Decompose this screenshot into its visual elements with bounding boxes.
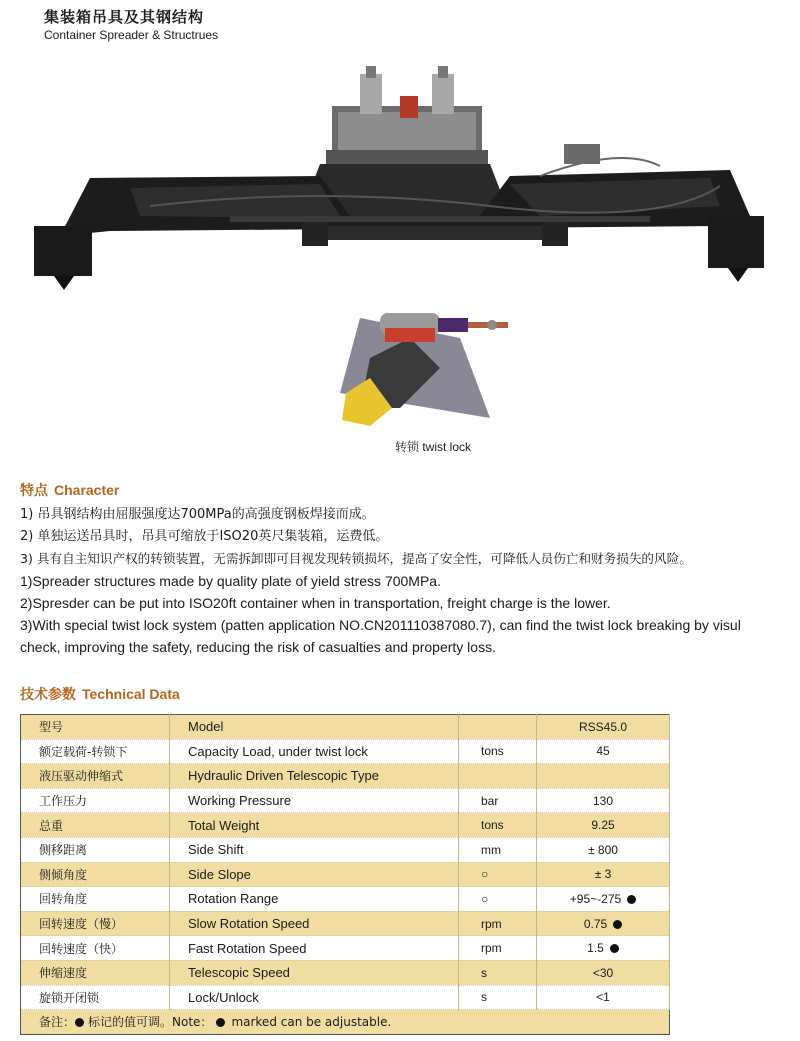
table-row: [21, 960, 670, 985]
cell-cn-text: 侧倾角度: [39, 867, 88, 882]
cell-en-text: Hydraulic Driven Telescopic Type: [188, 768, 379, 784]
cell-en: [170, 936, 459, 961]
cell-cn-text: 工作压力: [39, 794, 88, 809]
cell-cn: [21, 862, 170, 887]
cell-cn: [21, 837, 170, 862]
note-en: marked can be adjustable.: [231, 1015, 392, 1030]
cell-en: [170, 960, 459, 985]
cell-en: [170, 788, 459, 813]
cell-value: [537, 911, 670, 936]
page-title-en: Container Spreader & Structrues: [44, 28, 219, 42]
table-row: [21, 837, 670, 862]
cell-cn-text: 液压驱动伸缩式: [39, 769, 124, 784]
technical-title-cn: 技术参数: [20, 687, 76, 703]
cell-unit: [459, 813, 537, 838]
cell-value: [537, 788, 670, 813]
cell-en: [170, 813, 459, 838]
cell-cn: [21, 985, 170, 1010]
adjustable-dot-icon: [610, 944, 619, 953]
cell-value-text: +95~-275: [569, 891, 622, 906]
character-item-cn-1: 1) 吊具钢结构由屈服强度达700MPa的高强度钢板焊接而成。: [20, 507, 375, 522]
technical-data-table: [20, 714, 670, 1035]
cell-unit: [459, 862, 537, 887]
cell-en-text: Slow Rotation Speed: [188, 916, 310, 932]
cell-unit: [459, 887, 537, 912]
cell-cn-text: 侧移距离: [39, 843, 88, 858]
cell-value: [537, 764, 670, 789]
cell-en-text: Rotation Range: [188, 891, 279, 907]
cell-en-text: Model: [188, 719, 224, 735]
character-title-en: Character: [54, 482, 120, 498]
cell-cn-text: 型号: [39, 720, 64, 735]
cell-unit-text: tons: [481, 818, 504, 833]
cell-value: [537, 739, 670, 764]
table-note: [21, 1010, 670, 1035]
cell-value: [537, 837, 670, 862]
cell-en-text: Working Pressure: [188, 793, 292, 809]
cell-cn-text: 旋锁开闭锁: [39, 990, 100, 1005]
twist-lock-illustration: [330, 298, 530, 428]
cell-en: [170, 837, 459, 862]
cell-cn-text: 回转速度（快）: [39, 941, 124, 956]
cell-unit-text: s: [481, 990, 487, 1005]
cell-unit: [459, 788, 537, 813]
cell-value-text: <1: [596, 990, 610, 1005]
adjustable-dot-icon: [627, 895, 636, 904]
cell-en-text: Lock/Unlock: [188, 989, 259, 1005]
cell-value: [537, 936, 670, 961]
character-item-en-3: 3)With special twist lock system (patten application NO.CN201110387080.7), can find the twist lock breaking by visul check, improving the safety, reducing the risk of casualties and property loss.: [20, 617, 741, 655]
cell-unit: [459, 911, 537, 936]
note-cn-prefix: 备注：: [39, 1015, 76, 1030]
character-title-cn: 特点: [20, 483, 48, 499]
cell-en-text: Side Slope: [188, 866, 251, 882]
cell-unit: [459, 936, 537, 961]
cell-cn: [21, 887, 170, 912]
cell-value-text: ± 3: [594, 867, 612, 882]
table-row: [21, 739, 670, 764]
cell-en: [170, 862, 459, 887]
cell-en-text: Telescopic Speed: [188, 965, 290, 981]
cell-value: [537, 715, 670, 740]
adjustable-dot-icon: [613, 920, 622, 929]
technical-data-table-wrapper: [20, 714, 670, 1035]
adjustable-dot-icon: [75, 1018, 84, 1027]
cell-value-text: <30: [592, 965, 614, 980]
cell-value: [537, 985, 670, 1010]
table-row: [21, 887, 670, 912]
character-item-en-2: 2)Spresder can be put into ISO20ft container when in transportation, freight charge is the lower.: [20, 595, 611, 611]
cell-unit-text: bar: [481, 793, 499, 808]
cell-unit: [459, 960, 537, 985]
cell-cn: [21, 960, 170, 985]
table-note-row: [21, 1010, 670, 1035]
character-item-en-1: 1)Spreader structures made by quality plate of yield stress 700MPa.: [20, 573, 441, 589]
table-row: [21, 715, 670, 740]
cell-cn: [21, 911, 170, 936]
cell-unit-text: rpm: [481, 916, 502, 931]
cell-en: [170, 911, 459, 936]
page-title-cn: 集装箱吊具及其钢结构: [44, 8, 205, 26]
cell-value-text: 0.75: [583, 916, 608, 931]
cell-en-text: Capacity Load, under twist lock: [188, 743, 368, 759]
cell-cn-text: 额定载荷-转锁下: [39, 744, 128, 759]
cell-en: [170, 739, 459, 764]
spreader-illustration: [20, 66, 780, 306]
cell-value-text: 9.25: [591, 818, 615, 833]
cell-cn: [21, 764, 170, 789]
character-list: [20, 504, 790, 658]
adjustable-dot-icon: [216, 1018, 225, 1027]
table-row: [21, 764, 670, 789]
cell-unit-text: ○: [481, 891, 489, 906]
table-row: [21, 936, 670, 961]
note-cn-suffix: 标记的值可调。Note：: [88, 1015, 213, 1030]
cell-en: [170, 764, 459, 789]
cell-unit-text: mm: [481, 842, 501, 857]
table-row: [21, 862, 670, 887]
cell-en: [170, 715, 459, 740]
cell-en: [170, 985, 459, 1010]
cell-cn: [21, 788, 170, 813]
cell-unit: [459, 764, 537, 789]
cell-unit: [459, 985, 537, 1010]
cell-unit-text: rpm: [481, 941, 502, 956]
cell-en-text: Total Weight: [188, 817, 260, 833]
table-row: [21, 788, 670, 813]
cell-cn: [21, 739, 170, 764]
cell-cn-text: 回转速度（慢）: [39, 917, 124, 932]
cell-value: [537, 960, 670, 985]
cell-value: [537, 887, 670, 912]
cell-unit: [459, 739, 537, 764]
cell-cn: [21, 715, 170, 740]
cell-en: [170, 887, 459, 912]
cell-unit-text: ○: [481, 867, 489, 882]
cell-value-text: 45: [596, 744, 610, 759]
cell-value-text: ± 800: [588, 842, 618, 857]
character-section-title: [20, 480, 119, 500]
cell-value-text: RSS45.0: [578, 719, 628, 734]
cell-cn: [21, 936, 170, 961]
technical-title-en: Technical Data: [82, 686, 180, 702]
cell-unit-text: s: [481, 965, 487, 980]
character-item-cn-3: 3) 具有自主知识产权的转锁装置，无需拆卸即可目视发现转锁损坏，提高了安全性，可降低人员伤亡和财务损失的风险。: [20, 551, 692, 566]
cell-unit-text: tons: [481, 744, 504, 759]
table-row: [21, 813, 670, 838]
character-item-cn-2: 2) 单独运送吊具时，吊具可缩放于ISO20英尺集装箱，运费低。: [20, 529, 389, 544]
table-row: [21, 985, 670, 1010]
cell-en-text: Fast Rotation Speed: [188, 940, 307, 956]
cell-value-text: 1.5: [587, 941, 604, 956]
cell-unit: [459, 837, 537, 862]
cell-cn-text: 伸缩速度: [39, 966, 88, 981]
cell-en-text: Side Shift: [188, 842, 244, 858]
twist-lock-caption: 转锁 twist lock: [395, 440, 472, 454]
technical-section-title: [20, 684, 180, 704]
cell-value: [537, 862, 670, 887]
cell-unit: [459, 715, 537, 740]
cell-value-text: 130: [592, 793, 614, 808]
table-row: [21, 911, 670, 936]
cell-value: [537, 813, 670, 838]
cell-cn: [21, 813, 170, 838]
cell-cn-text: 总重: [39, 818, 64, 833]
cell-cn-text: 回转角度: [39, 892, 88, 907]
